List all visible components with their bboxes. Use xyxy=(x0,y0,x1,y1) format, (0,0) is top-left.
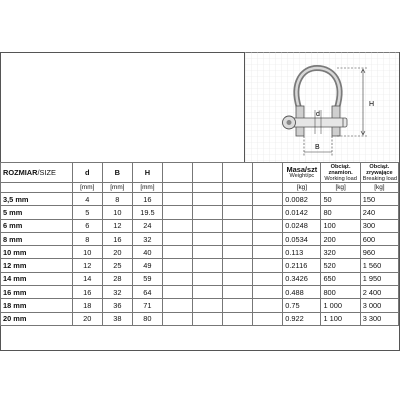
units-d: [mm] xyxy=(72,183,102,193)
cell-h: 40 xyxy=(132,246,162,259)
header-working-1: Obciąż. xyxy=(330,163,351,170)
cell-empty-1 xyxy=(162,232,192,245)
cell-d: 16 xyxy=(72,286,102,299)
cell-working: 80 xyxy=(321,206,360,219)
cell-mass: 0.113 xyxy=(283,246,321,259)
units-empty-4 xyxy=(253,183,283,193)
cell-empty-4 xyxy=(253,259,283,272)
shackle-diagram xyxy=(244,52,399,162)
header-size xyxy=(1,163,73,183)
cell-mass: 0.488 xyxy=(283,286,321,299)
units-row xyxy=(1,183,399,193)
cell-empty-3 xyxy=(223,259,253,272)
cell-b: 10 xyxy=(102,206,132,219)
cell-b: 25 xyxy=(102,259,132,272)
cell-b: 8 xyxy=(102,193,132,206)
header-working xyxy=(321,163,360,183)
cell-empty-4 xyxy=(253,206,283,219)
header-breaking-2: zrywające xyxy=(366,169,393,176)
spec-table xyxy=(0,162,399,326)
cell-size: 18 mm xyxy=(1,299,73,312)
cell-breaking: 600 xyxy=(360,232,398,245)
cell-breaking: 3 300 xyxy=(360,312,398,325)
cell-empty-3 xyxy=(223,299,253,312)
cell-b: 36 xyxy=(102,299,132,312)
cell-working: 1 000 xyxy=(321,299,360,312)
header-breaking xyxy=(360,163,398,183)
header-empty-1 xyxy=(162,163,192,183)
cell-empty-3 xyxy=(223,232,253,245)
cell-empty-1 xyxy=(162,246,192,259)
header-working-sub: Working load xyxy=(324,175,357,182)
cell-working: 320 xyxy=(321,246,360,259)
table-row xyxy=(1,312,399,325)
cell-working: 520 xyxy=(321,259,360,272)
units-empty-3 xyxy=(223,183,253,193)
cell-working: 650 xyxy=(321,272,360,285)
cell-size: 12 mm xyxy=(1,259,73,272)
cell-mass: 0.3426 xyxy=(283,272,321,285)
header-breaking-1: Obciąż. xyxy=(369,163,390,170)
cell-empty-1 xyxy=(162,299,192,312)
cell-empty-4 xyxy=(253,272,283,285)
label-b: B xyxy=(315,144,320,151)
cell-empty-3 xyxy=(223,286,253,299)
cell-empty-1 xyxy=(162,312,192,325)
cell-mass: 0.75 xyxy=(283,299,321,312)
header-breaking-sub: Breaking load xyxy=(362,175,397,182)
cell-empty-2 xyxy=(193,286,223,299)
cell-empty-3 xyxy=(223,206,253,219)
cell-size: 6 mm xyxy=(1,219,73,232)
cell-empty-4 xyxy=(253,193,283,206)
cell-b: 28 xyxy=(102,272,132,285)
cell-size: 16 mm xyxy=(1,286,73,299)
cell-d: 20 xyxy=(72,312,102,325)
cell-empty-2 xyxy=(193,193,223,206)
cell-empty-3 xyxy=(223,193,253,206)
cell-empty-3 xyxy=(223,219,253,232)
cell-empty-2 xyxy=(193,219,223,232)
cell-breaking: 150 xyxy=(360,193,398,206)
cell-working: 100 xyxy=(321,219,360,232)
table-row xyxy=(1,286,399,299)
cell-b: 38 xyxy=(102,312,132,325)
cell-empty-4 xyxy=(253,299,283,312)
header-b: B xyxy=(102,163,132,183)
cell-empty-3 xyxy=(223,246,253,259)
cell-empty-1 xyxy=(162,219,192,232)
cell-d: 4 xyxy=(72,193,102,206)
cell-b: 20 xyxy=(102,246,132,259)
cell-empty-1 xyxy=(162,272,192,285)
cell-empty-2 xyxy=(193,272,223,285)
cell-h: 19.5 xyxy=(132,206,162,219)
cell-empty-2 xyxy=(193,232,223,245)
units-empty-2 xyxy=(193,183,223,193)
cell-h: 64 xyxy=(132,286,162,299)
cell-empty-4 xyxy=(253,312,283,325)
size-rows xyxy=(1,193,399,326)
cell-working: 50 xyxy=(321,193,360,206)
units-size xyxy=(1,183,73,193)
cell-h: 71 xyxy=(132,299,162,312)
cell-d: 10 xyxy=(72,246,102,259)
cell-breaking: 960 xyxy=(360,246,398,259)
header-empty-3 xyxy=(223,163,253,183)
cell-mass: 0.922 xyxy=(283,312,321,325)
cell-empty-1 xyxy=(162,206,192,219)
cell-d: 5 xyxy=(72,206,102,219)
cell-d: 18 xyxy=(72,299,102,312)
header-size-bold: ROZMIAR xyxy=(3,168,38,177)
cell-h: 24 xyxy=(132,219,162,232)
spec-sheet xyxy=(0,52,400,352)
cell-mass: 0.0142 xyxy=(283,206,321,219)
cell-b: 32 xyxy=(102,286,132,299)
cell-empty-1 xyxy=(162,286,192,299)
cell-working: 800 xyxy=(321,286,360,299)
cell-h: 32 xyxy=(132,232,162,245)
cell-breaking: 240 xyxy=(360,206,398,219)
cell-empty-4 xyxy=(253,246,283,259)
cell-mass: 0.0082 xyxy=(283,193,321,206)
units-empty-1 xyxy=(162,183,192,193)
cell-h: 16 xyxy=(132,193,162,206)
cell-d: 8 xyxy=(72,232,102,245)
cell-empty-2 xyxy=(193,206,223,219)
header-d: d xyxy=(72,163,102,183)
cell-empty-2 xyxy=(193,312,223,325)
table-row xyxy=(1,219,399,232)
header-size-rest: /SIZE xyxy=(37,168,56,177)
cell-working: 1 100 xyxy=(321,312,360,325)
units-mass: [kg] xyxy=(283,183,321,193)
cell-empty-2 xyxy=(193,299,223,312)
cell-empty-1 xyxy=(162,193,192,206)
cell-mass: 0.2116 xyxy=(283,259,321,272)
header-empty-4 xyxy=(253,163,283,183)
cell-empty-4 xyxy=(253,232,283,245)
header-row xyxy=(1,163,399,183)
header-mass-label: Masa/szt xyxy=(286,165,318,174)
table-row xyxy=(1,272,399,285)
cell-mass: 0.0248 xyxy=(283,219,321,232)
units-b: [mm] xyxy=(102,183,132,193)
header-mass xyxy=(283,163,321,183)
cell-d: 12 xyxy=(72,259,102,272)
cell-size: 8 mm xyxy=(1,232,73,245)
cell-mass: 0.0534 xyxy=(283,232,321,245)
table-row xyxy=(1,232,399,245)
cell-breaking: 2 400 xyxy=(360,286,398,299)
units-working: [kg] xyxy=(321,183,360,193)
cell-empty-2 xyxy=(193,246,223,259)
label-d: d xyxy=(316,111,320,118)
cell-empty-4 xyxy=(253,286,283,299)
cell-size: 20 mm xyxy=(1,312,73,325)
cell-h: 59 xyxy=(132,272,162,285)
cell-b: 16 xyxy=(102,232,132,245)
cell-breaking: 1 950 xyxy=(360,272,398,285)
cell-size: 10 mm xyxy=(1,246,73,259)
cell-empty-2 xyxy=(193,259,223,272)
header-h: H xyxy=(132,163,162,183)
cell-d: 14 xyxy=(72,272,102,285)
cell-empty-3 xyxy=(223,312,253,325)
table-row xyxy=(1,246,399,259)
cell-h: 80 xyxy=(132,312,162,325)
cell-empty-4 xyxy=(253,219,283,232)
table-row xyxy=(1,259,399,272)
cell-size: 14 mm xyxy=(1,272,73,285)
cell-size: 3,5 mm xyxy=(1,193,73,206)
cell-breaking: 3 000 xyxy=(360,299,398,312)
cell-breaking: 300 xyxy=(360,219,398,232)
cell-h: 49 xyxy=(132,259,162,272)
cell-working: 200 xyxy=(321,232,360,245)
table-row xyxy=(1,206,399,219)
cell-empty-3 xyxy=(223,272,253,285)
header-working-2: znamion. xyxy=(328,169,353,176)
units-breaking: [kg] xyxy=(360,183,398,193)
cell-d: 6 xyxy=(72,219,102,232)
header-empty-2 xyxy=(193,163,223,183)
header-mass-sub: Weight/pc xyxy=(289,173,315,179)
table-row xyxy=(1,299,399,312)
units-h: [mm] xyxy=(132,183,162,193)
label-h: H xyxy=(369,101,375,108)
cell-b: 12 xyxy=(102,219,132,232)
shackle-drawing xyxy=(245,52,399,162)
cell-empty-1 xyxy=(162,259,192,272)
cell-size: 5 mm xyxy=(1,206,73,219)
cell-breaking: 1 560 xyxy=(360,259,398,272)
table-row xyxy=(1,193,399,206)
